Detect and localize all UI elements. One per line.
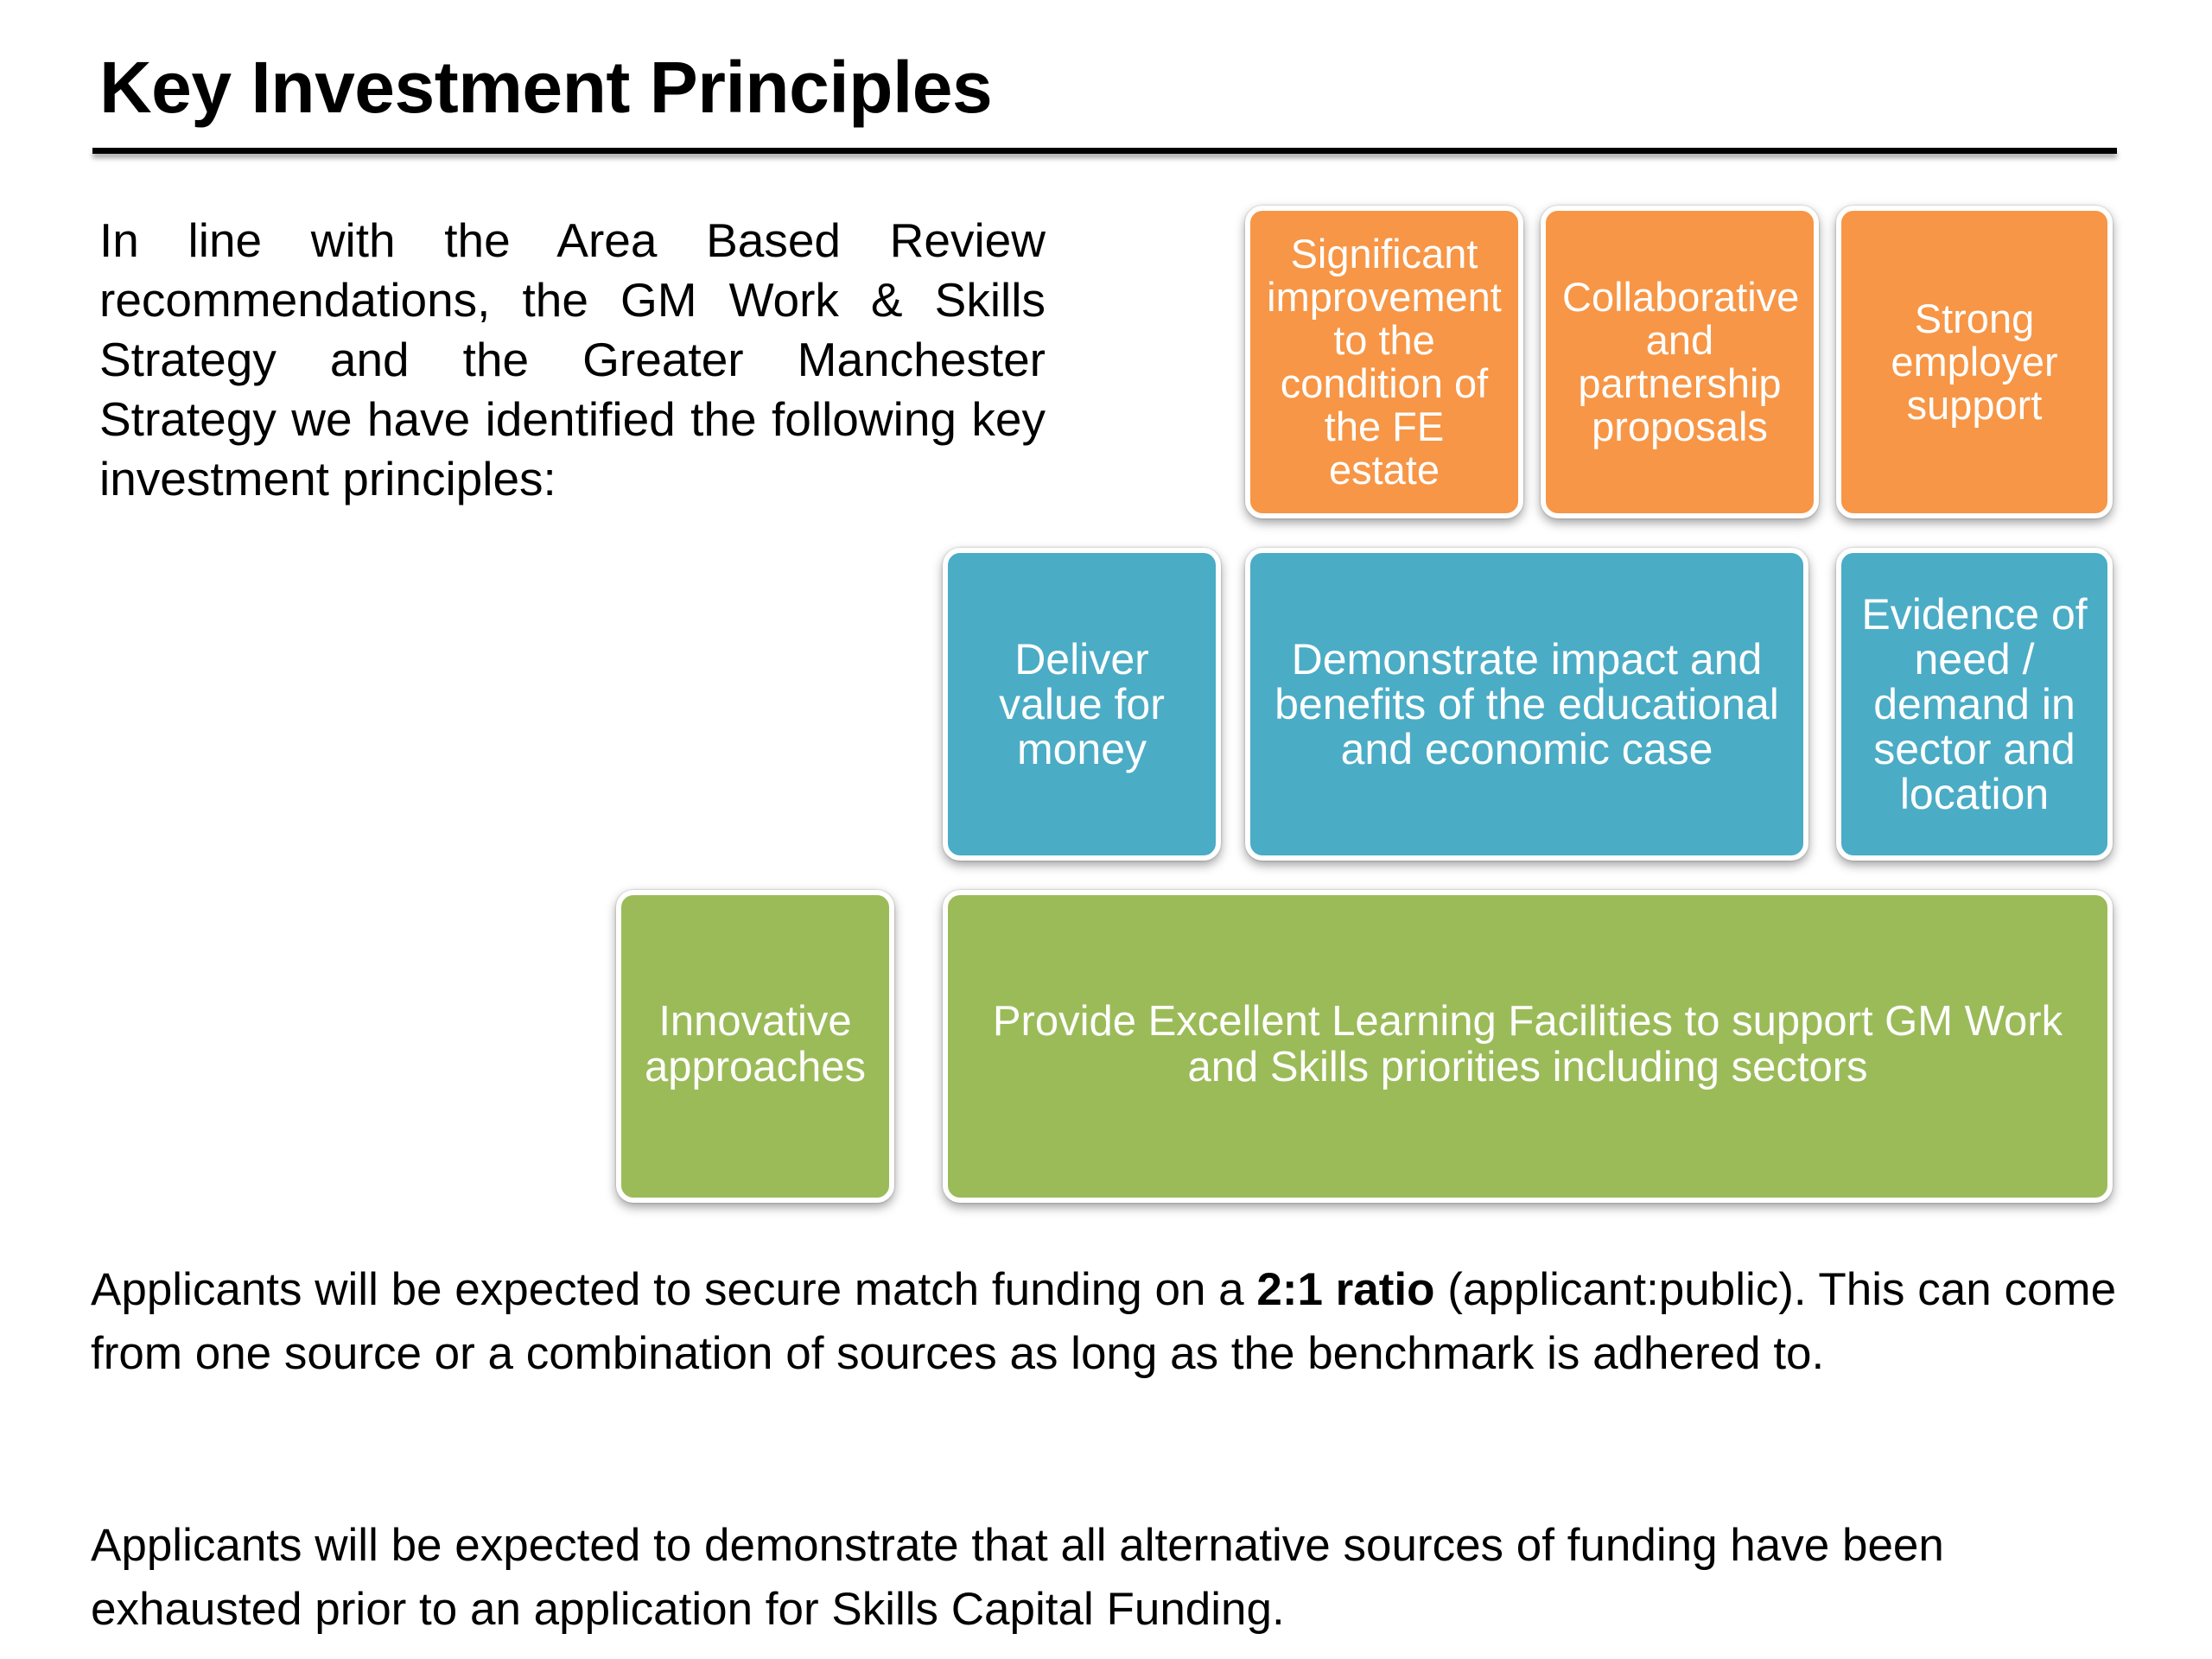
principle-box-employer-support — [1836, 206, 2113, 518]
principle-label: Demonstrate impact and benefits of the educational and economic case — [1274, 635, 1779, 773]
principle-box-impact-benefits — [1245, 548, 1808, 861]
principle-box-value-for-money — [943, 548, 1221, 861]
title-divider — [92, 148, 2117, 154]
intro-paragraph: In line with the Area Based Review recommendations, the GM Work & Skills Strategy and the Greater Manchester Strategy we have identified the following key investment principles: — [99, 213, 1046, 505]
principle-label: Significant improvement to the condition of the FE estate — [1267, 231, 1502, 493]
principle-label: Provide Excellent Learning Facilities to support GM Work and Skills priorities including sectors — [992, 998, 2063, 1090]
principle-label: Innovative approaches — [644, 998, 867, 1090]
principle-label: Strong employer support — [1891, 296, 2058, 428]
page-title: Key Investment Principles — [99, 47, 993, 128]
principle-box-evidence-of-need — [1836, 548, 2113, 861]
principle-box-innovative — [616, 890, 894, 1203]
principle-box-fe-estate — [1245, 206, 1523, 518]
principle-label: Collaborative and partnership proposals — [1562, 274, 1800, 449]
match-funding-text-cont: (applicant:public). This can come from one source or a combination of sources as long as the benchmark is adhered to. — [91, 1264, 2117, 1379]
match-funding-text: Applicants will be expected to secure match funding on a — [91, 1264, 1257, 1315]
funding-ratio: 2:1 ratio — [1256, 1264, 1435, 1315]
principle-label: Deliver value for money — [999, 635, 1165, 773]
match-funding-paragraph — [91, 1258, 2121, 1386]
principle-label: Evidence of need / demand in sector and location — [1861, 590, 2088, 818]
alternative-funding-paragraph: Applicants will be expected to demonstrate that all alternative sources of funding have been exhausted prior to an application for Skills Capital Funding. — [91, 1520, 1944, 1635]
principle-box-collaborative — [1541, 206, 1819, 518]
principle-box-learning-facilities — [943, 890, 2113, 1203]
